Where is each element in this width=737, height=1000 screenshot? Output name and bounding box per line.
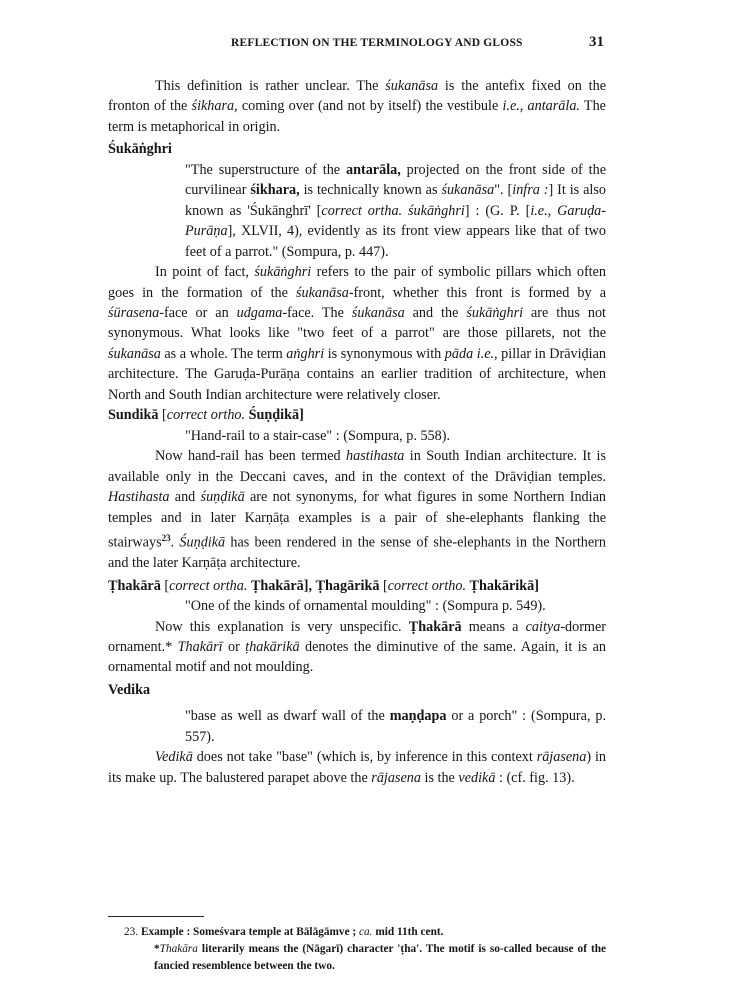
footnote-asterisk: *Thakāra literarily means the (Nāgarī) character 'ṭha'. The motif is so-called because of the fancied resemblence between the two. (154, 943, 606, 972)
paragraph-hand-rail: Now hand-rail has been termed hastihasta in South Indian architecture. It is available only in the Deccani caves, and in the context of the Drāviḍian temples. Hastihasta and śuṇḍikā are not synonyms, for what figures in some Northern Indian temples and in later Karṇāṭa examples is a pair of she-elephants flanking the stairways$^{23}$. Śuṇḍikā has been rendered in the sense of she-elephants in the Northern and the later Karṇāṭa architecture. (108, 448, 607, 572)
term-heading-vedika: Vedika (108, 681, 151, 698)
paragraph-definition: This definition is rather unclear. The śukanāsa is the antefix fixed on the fronton of the śikhara, coming over (and not by itself) the vestibule i.e., antarāla. The term is metaphorical in origin. (108, 78, 606, 135)
quote-sompura-558: "Hand-rail to a stair-case" : (Sompura, p. 558). (185, 427, 451, 444)
quote-sompura-557: "base as well as dwarf wall of the maṇḍapa or a porch" : (Sompura, p. 557). (185, 708, 606, 745)
footnote-divider (108, 916, 204, 917)
paragraph-vedika: Vedikā does not take "base" (which is, by inference in this context rājasena) in its make up. The balustered parapet above the rājasena is the vedikā : (cf. fig. 13). (108, 749, 606, 786)
running-head: REFLECTION ON THE TERMINOLOGY AND GLOSS (231, 37, 523, 49)
quote-sompura-447: "The superstructure of the antarāla, projected on the front side of the curvilinear śikhara, is technically known as śukanāsa". [infra :] It is also known as 'Śukānghrī' [correct ortha. śukāṅghri] : (G. P. [i.e., Garuḍa-Purāṇa], XLVII, 4), evidently as its front view appears like that of two feet of a parrot." (Sompura, p. 447). (185, 161, 606, 260)
paragraph-thakara: Now this explanation is very unspecific. Ṭhakārā means a caitya-dormer ornament.* Thakārī or ṭhakārikā denotes the diminutive of the same. Again, it is an ornamental motif and not moulding. (108, 618, 606, 676)
paragraph-sukanghri: In point of fact, śukāṅghri refers to the pair of symbolic pillars which often goes in the formation of the śukanāsa-front, whether this front is formed by a śūrasena-face or an udgama-face. The śukanāsa and the śukāṅghri are thus not synonymous. What looks like "two feet of a parrot" are those pillarets, not the śukanāsa as a whole. The term aṅghri is synonymous with pāda i.e., pillar in Drāviḍian architecture. The Garuḍa-Purāṇa contains an earlier tradition of architecture, when North and South Indian architecture were relatively closer. (108, 264, 607, 403)
term-heading-sundika: Sundikā [correct ortho. Śuṇḍikā] (108, 407, 304, 424)
footnote-23: 23. Example : Someśvara temple at Bālāgāmve ; ca. mid 11th cent. (124, 926, 444, 938)
body-text (108, 76, 606, 788)
term-heading-sukanghri: Śukāṅghri (108, 141, 172, 158)
page-number: 31 (589, 34, 604, 50)
footnote-ref-23: 23 (161, 532, 171, 543)
quote-sompura-549: "One of the kinds of ornamental moulding" : (Sompura p. 549). (185, 598, 546, 615)
term-heading-thakara: Ṭhakārā [correct ortha. Ṭhakārā], Ṭhagārikā [correct ortho. Ṭhakārikā] (108, 577, 539, 594)
footnotes (108, 924, 606, 975)
